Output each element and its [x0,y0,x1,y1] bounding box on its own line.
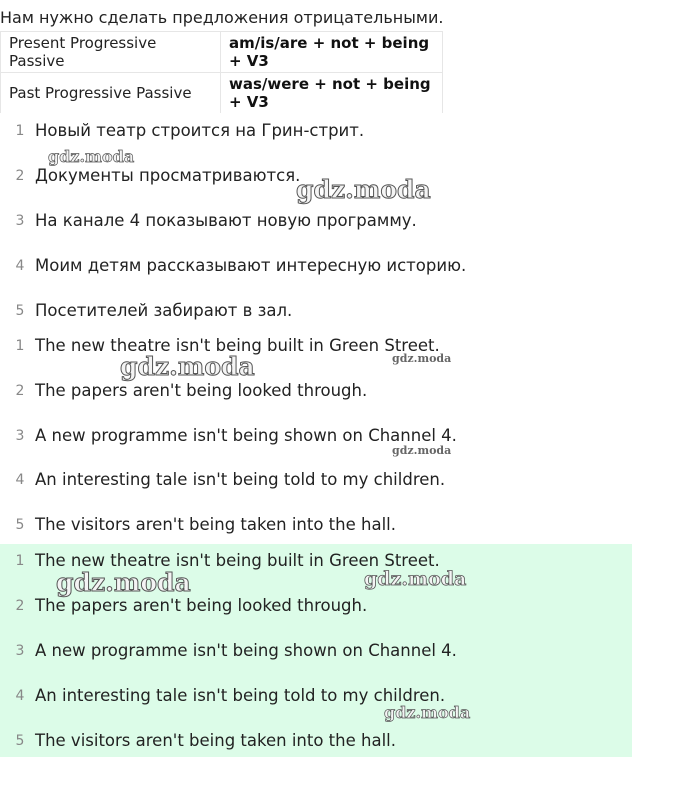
item-number: 3 [15,643,25,659]
item-text: The visitors aren't being taken into the hall. [35,515,396,534]
table-row [1,32,443,73]
item-text: Посетителей забирают в зал. [35,301,293,320]
watermark: gdz.moda [392,444,452,457]
item-number: 1 [15,338,25,354]
item-number: 4 [15,258,25,274]
item-number: 4 [15,472,25,488]
watermark: gdz.moda [392,352,452,365]
rules-table [0,31,443,113]
item-number: 5 [15,733,25,749]
item-text: The visitors aren't being taken into the hall. [35,731,396,750]
watermark: gdz.moda [296,175,431,204]
item-text: Новый театр строится на Грин-стрит. [35,121,365,140]
watermark: gdz.moda [120,352,255,381]
watermark: gdz.moda [56,568,191,597]
item-number: 5 [15,517,25,533]
rule-name: Past Progressive Passive [1,73,221,114]
item-number: 3 [15,213,25,229]
item-number: 2 [15,598,25,614]
watermark: gdz.moda [364,568,467,590]
item-text: A new programme isn't being shown on Channel 4. [35,426,457,445]
item-text: The new theatre isn't being built in Green Street. [35,336,440,355]
rule-formula: was/were + not + being + V3 [221,73,443,114]
item-text: На канале 4 показывают новую программу. [35,211,417,230]
watermark: gdz.moda [384,703,471,722]
item-number: 1 [15,553,25,569]
rule-formula: am/is/are + not + being + V3 [221,32,443,73]
item-number: 4 [15,688,25,704]
item-text: A new programme isn't being shown on Channel 4. [35,641,457,660]
item-text: The new theatre isn't being built in Green Street. [35,551,440,570]
item-text: The papers aren't being looked through. [35,381,368,400]
item-number: 5 [15,303,25,319]
item-text: The papers aren't being looked through. [35,596,368,615]
item-text: Моим детям рассказывают интересную историю. [35,256,467,275]
item-number: 2 [15,383,25,399]
item-text: An interesting tale isn't being told to my children. [35,686,446,705]
item-text: An interesting tale isn't being told to my children. [35,470,446,489]
item-number: 3 [15,428,25,444]
item-text: Документы просматриваются. [35,166,301,185]
table-row [1,73,443,114]
item-number: 2 [15,168,25,184]
intro-text: Нам нужно сделать предложения отрицательными. [0,8,444,27]
english-sentences [0,333,632,543]
rule-name: Present Progressive Passive [1,32,221,73]
watermark: gdz.moda [48,147,135,166]
item-number: 1 [15,123,25,139]
